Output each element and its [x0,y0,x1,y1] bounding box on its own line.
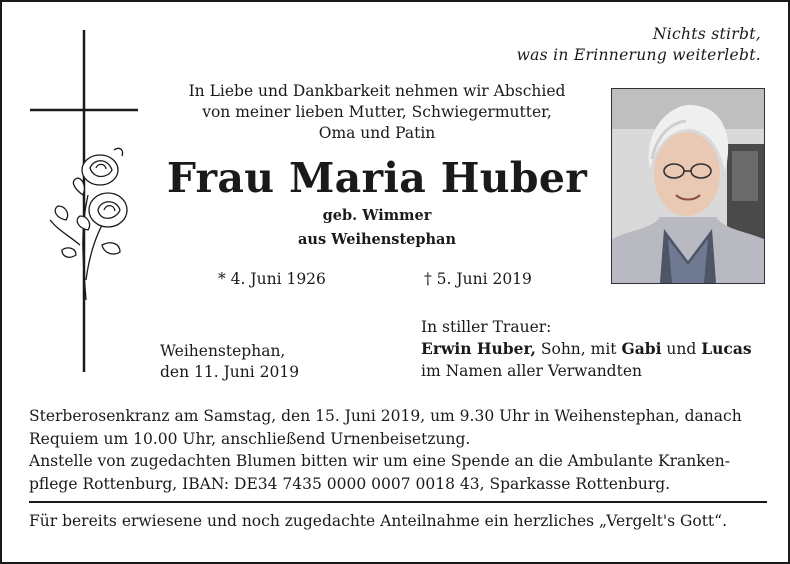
motto-line: was in Erinnerung weiterlebt. [516,46,761,64]
birth-name: geb. Wimmer [322,207,432,224]
motto-line: Nichts stirbt, [652,25,761,43]
mourner-conjunction: und [661,340,702,358]
intro-line: von meiner lieben Mutter, Schwiegermutter, [202,103,552,121]
body-line: Anstelle von zugedachten Blumen bitten wir um eine Spende an die Ambulante Kranken- [29,452,730,470]
mourner-name: Gabi [621,339,662,358]
body-line: Sterberosenkranz am Samstag, den 15. Juni 2019, um 9.30 Uhr in Weihenstephan, danach [29,407,742,425]
cross-icon [28,30,140,376]
mourner-name: Lucas [701,339,752,358]
thanks-line: Für bereits erwiesene und noch zugedachte Anteilnahme ein herzliches „Vergelt's Gott“. [29,512,728,530]
divider [29,501,767,503]
intro-line: In Liebe und Dankbarkeit nehmen wir Abschied [188,82,566,100]
origin: aus Weihenstephan [298,231,456,248]
mourners [421,316,752,382]
motto [517,24,761,66]
intro-line: Oma und Patin [318,124,436,142]
death-date: † 5. Juni 2019 [424,270,532,288]
mourner-relation: Sohn, mit [535,340,622,358]
rose-icon [50,148,127,300]
place-date [160,341,299,383]
date: den 11. Juni 2019 [160,363,300,381]
mourners-relatives: im Namen aller Verwandten [421,362,642,380]
birth-date: * 4. Juni 1926 [218,270,326,288]
body-line: pflege Rottenburg, IBAN: DE34 7435 0000 0007 0018 43, Sparkasse Rottenburg. [29,474,671,493]
intro-text [152,81,602,144]
portrait-photo [611,88,765,284]
mourners-heading: In stiller Trauer: [421,318,552,336]
place: Weihenstephan, [160,342,286,360]
mourners-line [421,338,752,360]
mourner-name: Erwin Huber, [421,339,536,358]
body-line: Requiem um 10.00 Uhr, anschließend Urnenbeisetzung. [29,429,471,448]
deceased-name: Frau Maria Huber [166,154,588,202]
service-details [29,405,769,495]
